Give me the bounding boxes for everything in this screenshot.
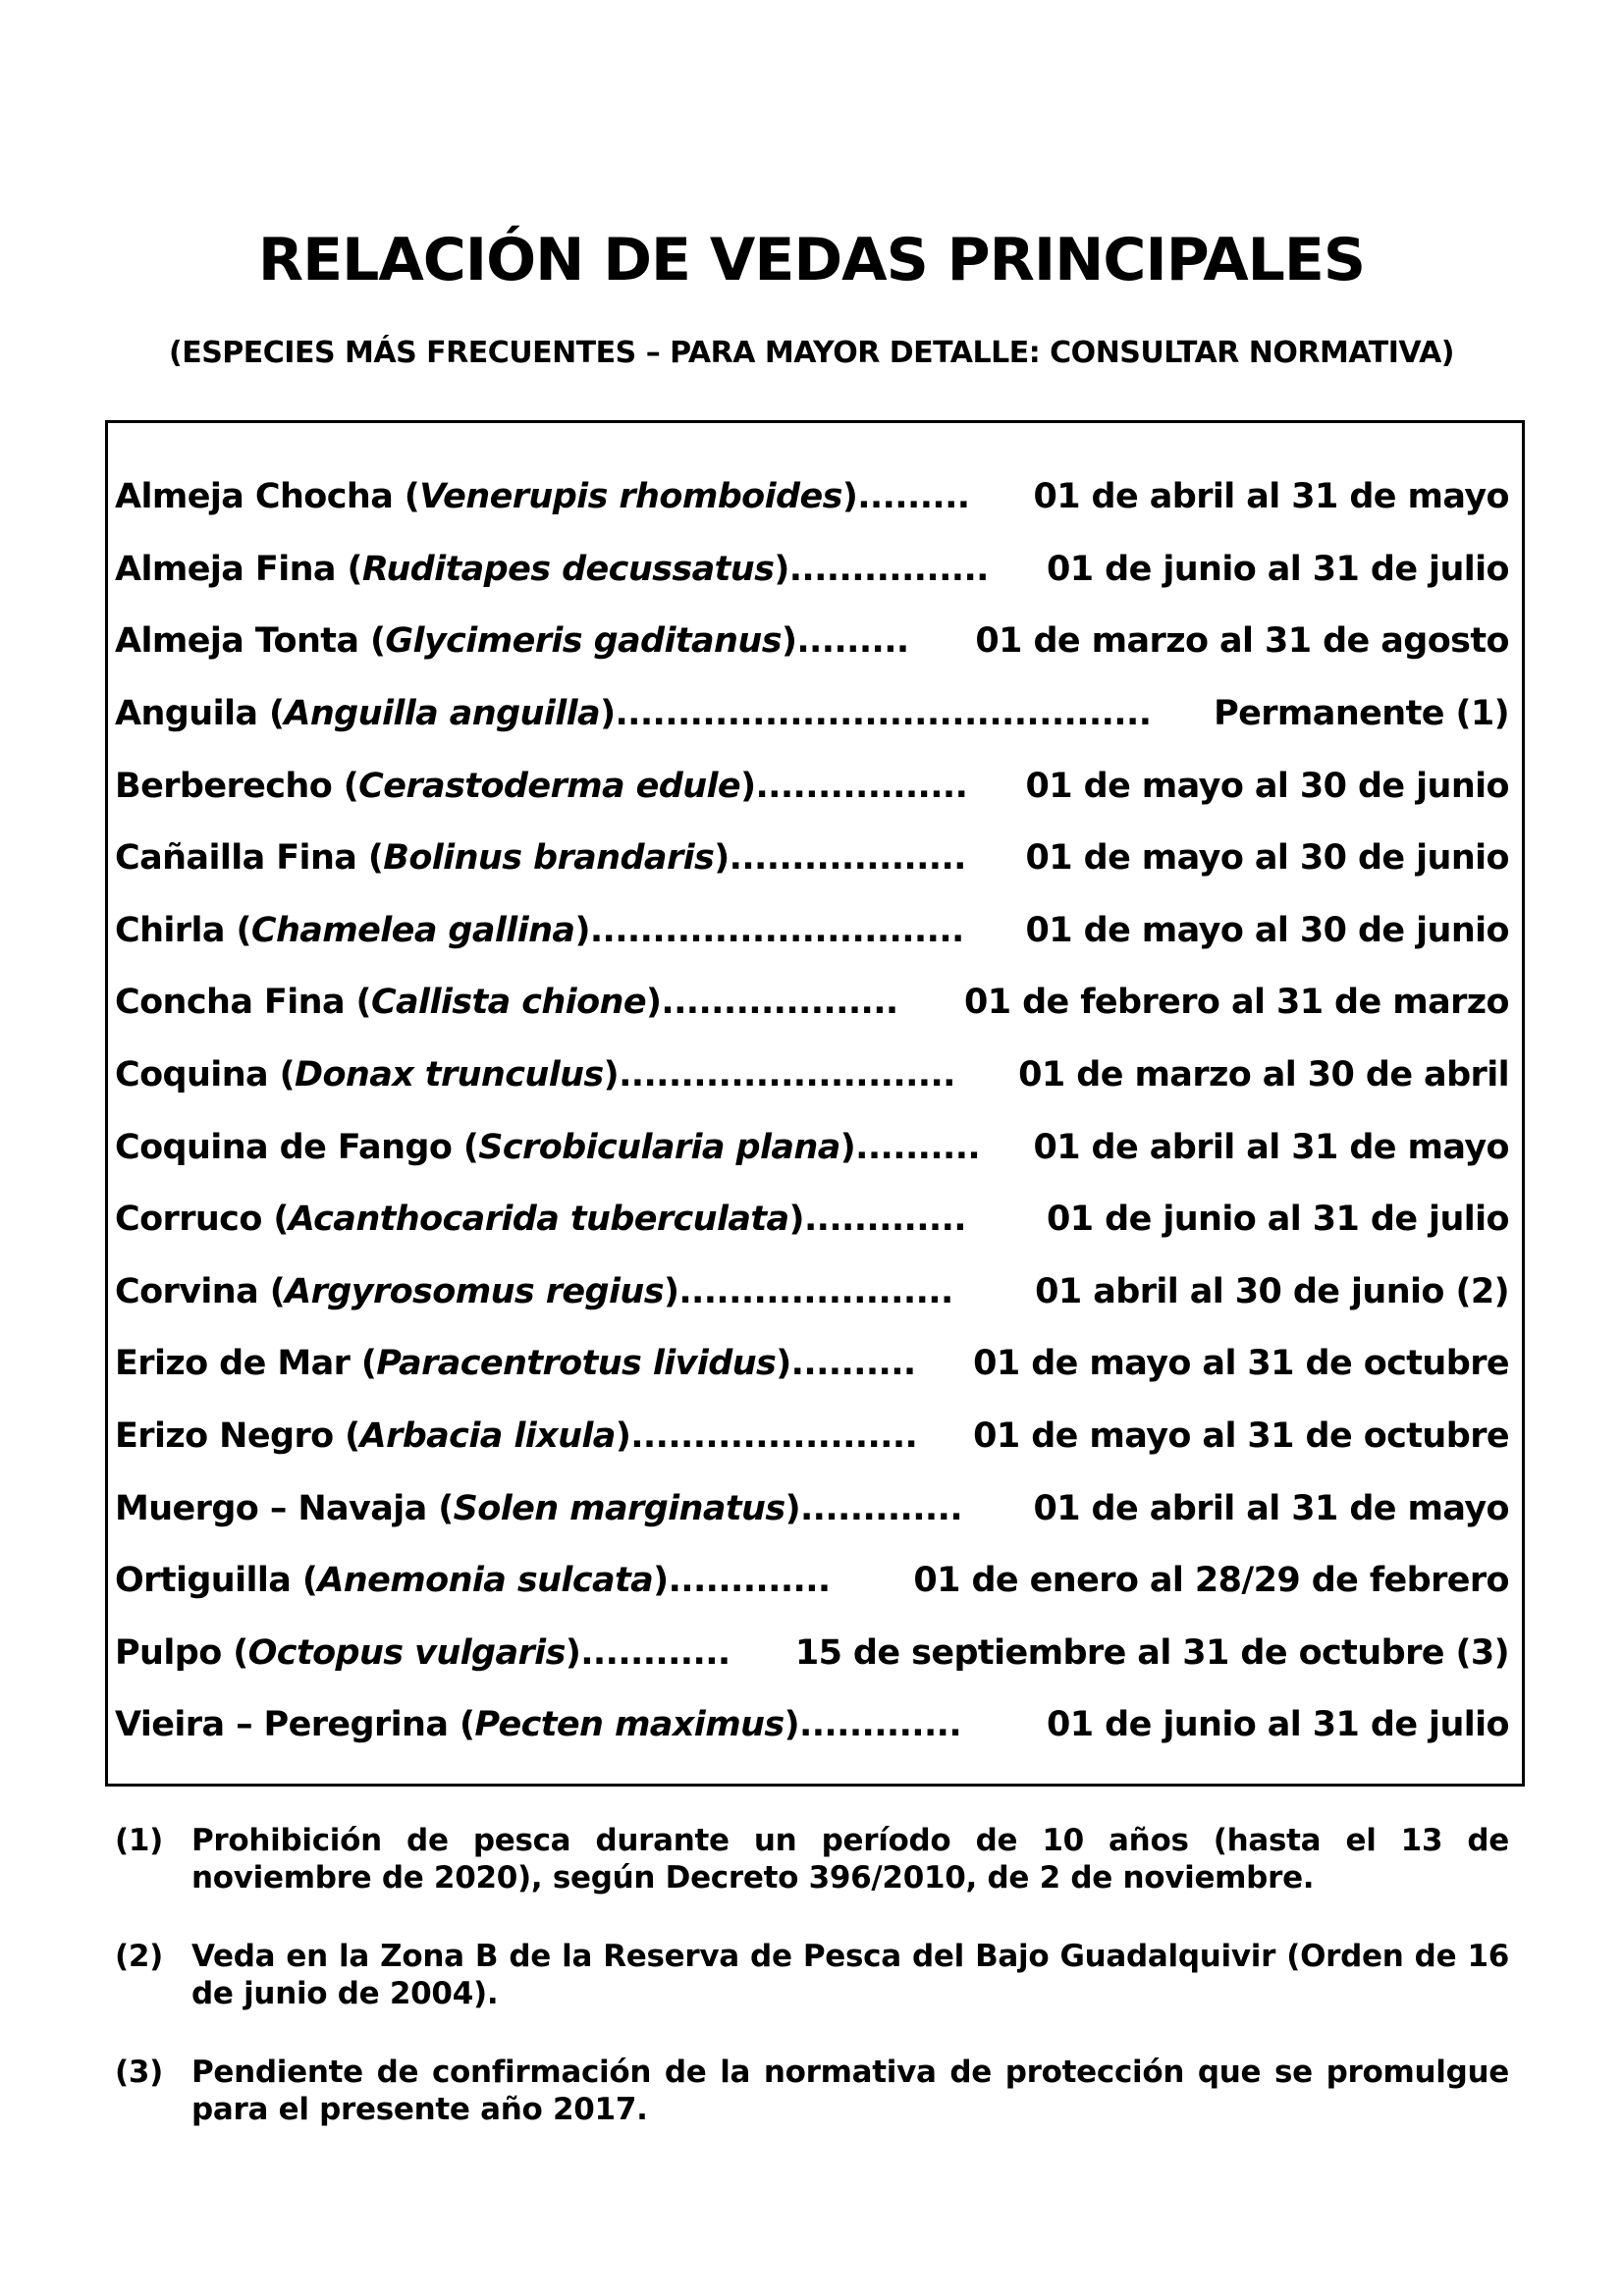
closure-period: 01 de junio al 31 de julio (1047, 549, 1509, 589)
leader-dots: .......... (790, 1347, 916, 1382)
scientific-name: Callista chione (370, 983, 646, 1023)
common-name: Pulpo ( (115, 1632, 248, 1673)
scientific-name: Acanthocarida tuberculata (288, 1200, 789, 1240)
leader-dots: ............. (799, 1491, 963, 1526)
footnote-text: Pendiente de confirmación de la normativa de protección que se promulgue para el presente año 2017. (191, 2055, 1509, 2127)
common-name: Berberecho ( (115, 766, 359, 806)
species-row (115, 1256, 1509, 1329)
leader-dots: ....................... (630, 1419, 918, 1455)
scientific-name: Arbacia lixula (359, 1416, 616, 1457)
common-name: Vieira – Peregrina ( (115, 1705, 475, 1745)
paren-close: ) (565, 1632, 581, 1673)
species-row (115, 1401, 1509, 1473)
common-name: Corvina ( (115, 1271, 286, 1311)
paren-close: ) (740, 766, 756, 806)
common-name: Almeja Fina ( (115, 549, 362, 589)
paren-close: ) (776, 1344, 791, 1384)
footnote-number: (1) (115, 1823, 164, 1858)
paren-close: ) (653, 1561, 669, 1601)
scientific-name: Glycimeris gaditanus (385, 621, 782, 662)
paren-close: ) (600, 694, 616, 734)
common-name: Ortiguilla ( (115, 1561, 318, 1601)
paren-close: ) (839, 1127, 856, 1167)
scientific-name: Ruditapes decussatus (361, 549, 775, 589)
paren-close: ) (841, 477, 858, 517)
scientific-name: Pecten maximus (474, 1705, 784, 1745)
paren-close: ) (663, 1271, 679, 1311)
footnote-text: Prohibición de pesca durante un período de 10 años (hasta el 13 de noviembre de 2020), según Decreto 396/2010, de 2 de noviembre. (191, 1823, 1509, 1896)
footnotes (115, 1822, 1509, 2169)
leader-dots: ................ (788, 552, 989, 587)
leader-dots: ........................... (619, 1058, 955, 1094)
species-row (115, 750, 1509, 823)
footnote-number: (3) (115, 2055, 164, 2090)
closure-period: 01 de abril al 31 de mayo (1033, 477, 1509, 517)
page-subtitle: (ESPECIES MÁS FRECUENTES – PARA MAYOR DETALLE: CONSULTAR NORMATIVA) (168, 336, 1454, 370)
leader-dots: ............. (668, 1564, 831, 1599)
closure-period: 01 de abril al 31 de mayo (1033, 1127, 1509, 1167)
scientific-name: Bolinus brandaris (383, 838, 715, 879)
species-row (115, 1184, 1509, 1256)
common-name: Anguila ( (115, 694, 285, 734)
paren-close: ) (784, 1488, 800, 1528)
footnote-text: Veda en la Zona B de la Reserva de Pesca del Bajo Guadalquivir (Orden de 16 de junio de 2004). (191, 1939, 1509, 2011)
leader-dots: .......... (855, 1130, 981, 1165)
closure-period: Permanente (1) (1214, 694, 1509, 734)
closure-period: 01 abril al 30 de junio (2) (1035, 1271, 1509, 1311)
species-list (115, 461, 1509, 1762)
leader-dots: ...................... (678, 1274, 953, 1309)
species-row (115, 461, 1509, 534)
common-name: Concha Fina ( (115, 983, 371, 1023)
closure-period: 01 de mayo al 30 de junio (1025, 766, 1509, 806)
closure-period: 01 de junio al 31 de julio (1047, 1705, 1509, 1745)
leader-dots: ........................................... (615, 697, 1152, 732)
scientific-name: Scrobicularia plana (478, 1127, 840, 1167)
closure-period: 01 de mayo al 31 de octubre (973, 1416, 1509, 1457)
common-name: Erizo Negro ( (115, 1416, 360, 1457)
species-row (115, 1689, 1509, 1762)
species-row (115, 823, 1509, 895)
species-row (115, 534, 1509, 607)
species-row (115, 895, 1509, 968)
paren-close: ) (574, 910, 590, 950)
species-row (115, 1328, 1509, 1401)
leader-dots: ......... (796, 624, 909, 660)
leader-dots: ............. (799, 1708, 962, 1743)
closure-period: 01 de marzo al 31 de agosto (975, 621, 1509, 662)
common-name: Cañailla Fina ( (115, 838, 384, 879)
scientific-name: Chamelea gallina (250, 910, 575, 950)
closure-period: 01 de marzo al 30 de abril (1018, 1055, 1509, 1095)
common-name: Muergo – Navaja ( (115, 1488, 454, 1528)
common-name: Chirla ( (115, 910, 251, 950)
scientific-name: Solen marginatus (453, 1488, 785, 1528)
footnote-number: (2) (115, 1939, 164, 1974)
leader-dots: ................... (729, 841, 966, 877)
paren-close: ) (615, 1416, 631, 1457)
paren-close: ) (784, 1705, 800, 1745)
species-row (115, 1618, 1509, 1690)
species-row (115, 967, 1509, 1040)
species-row (115, 606, 1509, 678)
closure-period: 01 de mayo al 31 de octubre (973, 1344, 1509, 1384)
leader-dots: .............................. (589, 913, 964, 948)
closure-period: 01 de enero al 28/29 de febrero (913, 1561, 1509, 1601)
closure-period: 01 de mayo al 30 de junio (1025, 838, 1509, 879)
leader-dots: ............ (580, 1635, 730, 1671)
paren-close: ) (645, 983, 662, 1023)
leader-dots: ................. (755, 769, 968, 804)
footnote (115, 2054, 1509, 2128)
common-name: Corruco ( (115, 1200, 289, 1240)
leader-dots: ............. (803, 1202, 966, 1238)
closure-period: 01 de junio al 31 de julio (1047, 1200, 1509, 1240)
species-row (115, 1040, 1509, 1112)
paren-close: ) (781, 621, 797, 662)
paren-close: ) (714, 838, 730, 879)
leader-dots: ................... (661, 986, 898, 1021)
species-row (115, 1545, 1509, 1618)
page-title: RELACIÓN DE VEDAS PRINCIPALES (257, 226, 1366, 294)
footnote (115, 1822, 1509, 1896)
scientific-name: Donax trunculus (295, 1055, 604, 1095)
closure-period: 01 de abril al 31 de mayo (1033, 1488, 1509, 1528)
footnote (115, 1938, 1509, 2012)
scientific-name: Octopus vulgaris (247, 1632, 566, 1673)
closure-period: 01 de mayo al 30 de junio (1025, 910, 1509, 950)
closure-period: 15 de septiembre al 31 de octubre (3) (794, 1632, 1509, 1673)
paren-close: ) (788, 1200, 804, 1240)
closure-period: 01 de febrero al 31 de marzo (963, 983, 1509, 1023)
scientific-name: Anguilla anguilla (284, 694, 601, 734)
leader-dots: ......... (857, 480, 970, 515)
common-name: Coquina de Fango ( (115, 1127, 479, 1167)
common-name: Almeja Tonta ( (115, 621, 386, 662)
scientific-name: Cerastoderma edule (358, 766, 741, 806)
common-name: Erizo de Mar ( (115, 1344, 377, 1384)
scientific-name: Venerupis rhomboides (419, 477, 842, 517)
species-row (115, 1111, 1509, 1184)
species-row (115, 678, 1509, 751)
scientific-name: Anemonia sulcata (317, 1561, 654, 1601)
species-row (115, 1472, 1509, 1545)
scientific-name: Paracentrotus lividus (376, 1344, 777, 1384)
common-name: Coquina ( (115, 1055, 296, 1095)
paren-close: ) (774, 549, 789, 589)
scientific-name: Argyrosomus regius (285, 1271, 664, 1311)
common-name: Almeja Chocha ( (115, 477, 420, 517)
paren-close: ) (603, 1055, 620, 1095)
